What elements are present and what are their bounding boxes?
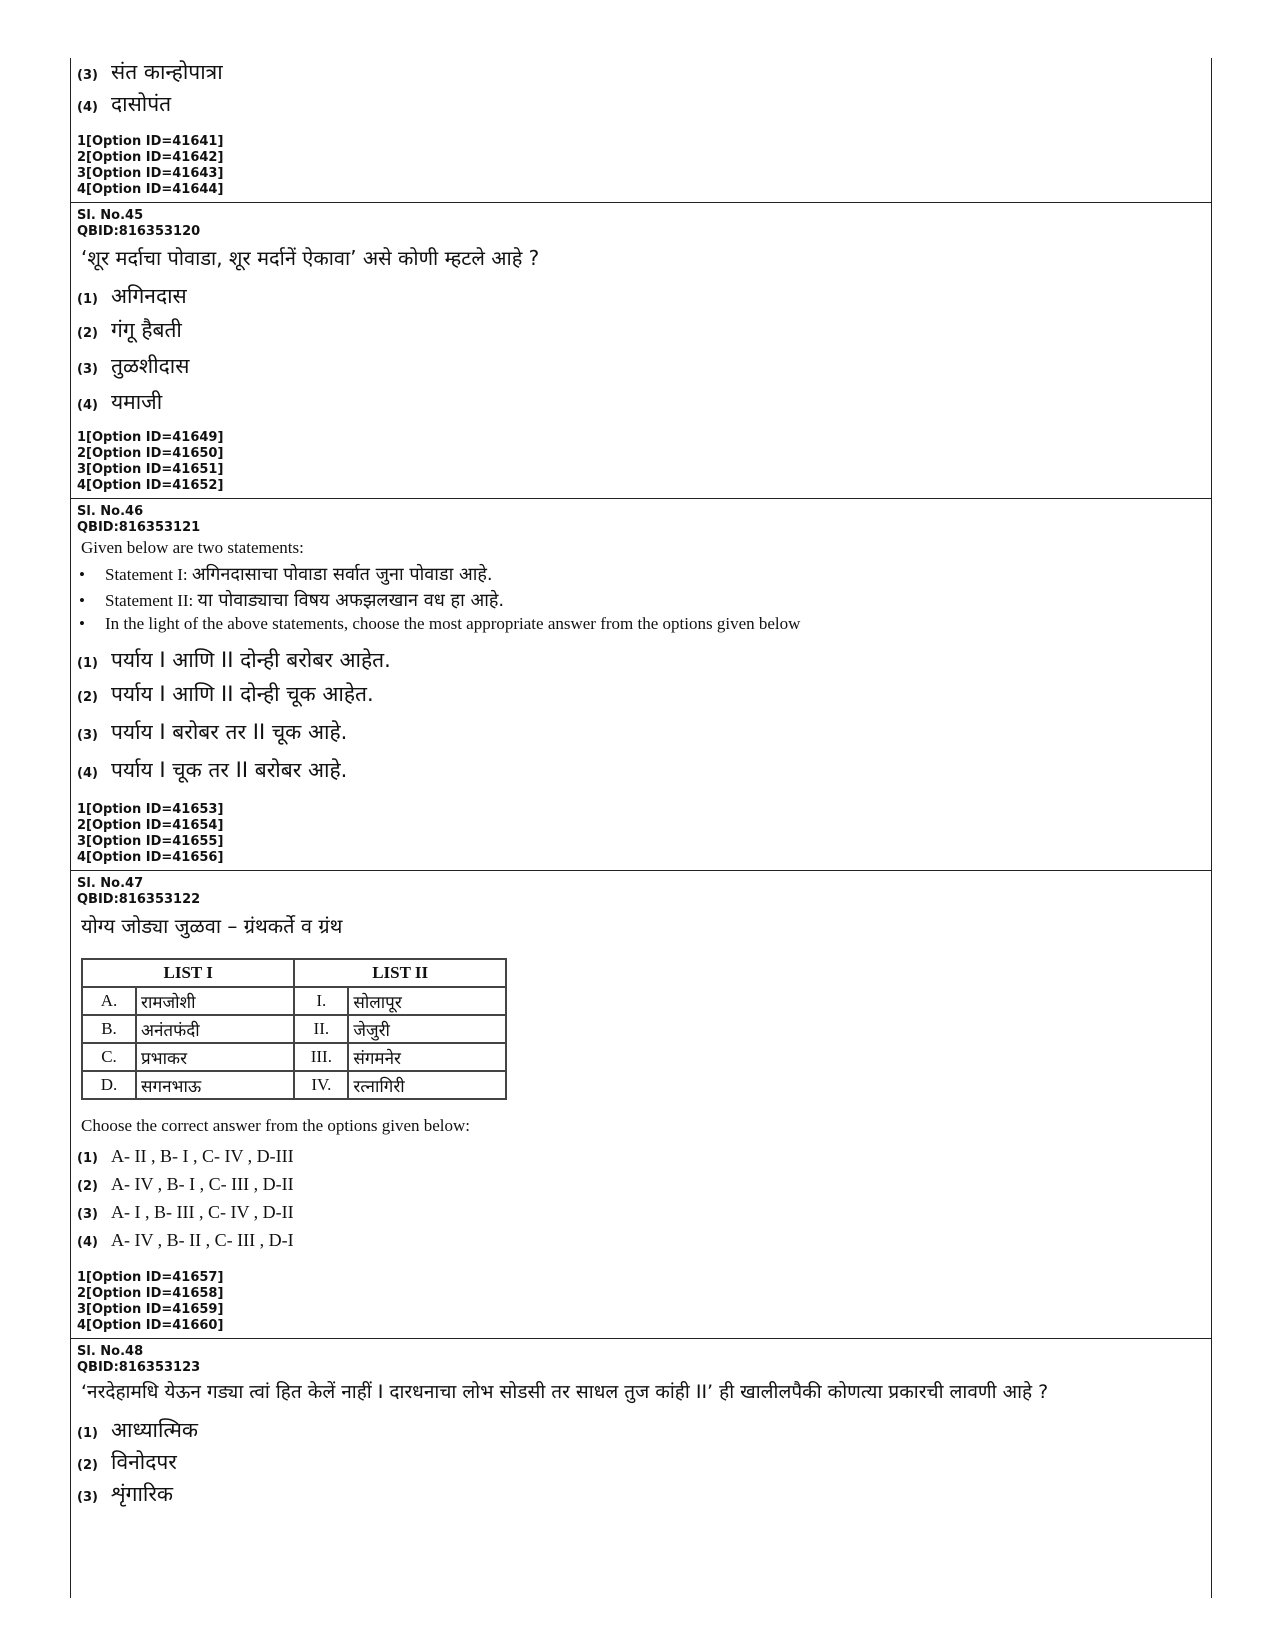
option-row: [77, 1146, 294, 1167]
option-row: [77, 1416, 198, 1444]
option-id-list: [71, 1270, 1211, 1334]
section-divider: [71, 202, 1211, 203]
option-number: (4): [77, 398, 98, 413]
option-text: पर्याय I आणि II दोन्ही चूक आहेत.: [111, 682, 374, 706]
option-number: (2): [77, 1458, 98, 1473]
list-two-key: IV.: [294, 1071, 348, 1099]
option-row: [77, 1480, 173, 1508]
option-row: [77, 718, 347, 746]
list-one-value: प्रभाकर: [136, 1043, 294, 1071]
qbid: QBID:816353121: [77, 520, 201, 535]
option-id: 1[Option ID=41641]: [77, 134, 224, 149]
statement-lead: In the light of the above statements, choose the most appropriate answer from the options given below: [105, 614, 801, 633]
list-one-key: C.: [82, 1043, 136, 1071]
option-id: 4[Option ID=41656]: [77, 850, 224, 865]
option-number: (3): [77, 362, 98, 377]
option-number: (4): [77, 1235, 98, 1250]
option-id: 4[Option ID=41644]: [77, 182, 224, 197]
option-number: (3): [77, 1490, 98, 1505]
list-two-value: संगमनेर: [348, 1043, 506, 1071]
qbid: QBID:816353122: [77, 892, 201, 907]
option-id: 3[Option ID=41643]: [77, 166, 224, 181]
question-header: [71, 504, 1211, 536]
option-id: 2[Option ID=41650]: [77, 446, 224, 461]
question-text: ‘नरदेहामधि येऊन गड्या त्वां हित केलें नाहीं I दारधनाचा लोभ सोडसी तर साधल तुज कांही II’ ही खालीलपैकी कोणत्या प्रकारची लावणी आहे ?: [81, 1381, 1049, 1403]
option-text: पर्याय I बरोबर तर II चूक आहे.: [111, 720, 348, 744]
list-one-header: LIST I: [82, 959, 294, 987]
option-text: संत कान्होपात्रा: [111, 60, 223, 84]
serial-number: Sl. No.47: [77, 876, 144, 891]
section-divider: [71, 1338, 1211, 1339]
option-number: (1): [77, 1151, 98, 1166]
option-text: तुळशीदास: [111, 354, 190, 378]
option-id-list: [71, 134, 1211, 198]
list-two-key: III.: [294, 1043, 348, 1071]
question-header: [71, 1344, 1211, 1376]
list-one-key: B.: [82, 1015, 136, 1043]
option-text: A- IV , B- II , C- III , D-I: [111, 1230, 294, 1250]
table-row: [82, 1043, 506, 1071]
list-one-value: अनंतफंदी: [136, 1015, 294, 1043]
list-two-value: सोलापूर: [348, 987, 506, 1015]
option-id: 1[Option ID=41649]: [77, 430, 224, 445]
option-row: [77, 282, 187, 310]
list-one-key: D.: [82, 1071, 136, 1099]
section-divider: [71, 498, 1211, 499]
match-table: [81, 958, 507, 1100]
option-id: 4[Option ID=41652]: [77, 478, 224, 493]
statement-text: अगिनदासाचा पोवाडा सर्वात जुना पोवाडा आहे.: [191, 564, 493, 585]
list-two-key: I.: [294, 987, 348, 1015]
option-text: A- I , B- III , C- IV , D-II: [111, 1202, 294, 1222]
list-one-value: रामजोशी: [136, 987, 294, 1015]
option-row: [77, 388, 162, 416]
option-row: [77, 1448, 177, 1476]
question-paper-page: [70, 58, 1212, 1598]
option-text: A- IV , B- I , C- III , D-II: [111, 1174, 294, 1194]
option-id: 3[Option ID=41651]: [77, 462, 224, 477]
choose-instruction: Choose the correct answer from the options given below:: [81, 1116, 471, 1135]
qbid: QBID:816353123: [77, 1360, 201, 1375]
option-id: 2[Option ID=41642]: [77, 150, 224, 165]
option-id: 4[Option ID=41660]: [77, 1318, 224, 1333]
list-two-header: LIST II: [294, 959, 506, 987]
option-number: (2): [77, 326, 98, 341]
table-row: [82, 1015, 506, 1043]
question-header: [71, 876, 1211, 908]
option-number: (3): [77, 728, 98, 743]
option-row: [77, 352, 189, 380]
statement-text: या पोवाड्याचा विषय अफझलखान वध हा आहे.: [197, 590, 505, 611]
option-text: दासोपंत: [111, 92, 172, 116]
option-number: (1): [77, 656, 98, 671]
option-row: [77, 680, 374, 708]
option-row: [77, 646, 391, 674]
question-text: ‘शूर मर्दाचा पोवाडा, शूर मर्दानें ऐकावा’ असे कोणी म्हटले आहे ?: [81, 246, 540, 270]
statement-bullet: • Statement I: अगिनदासाचा पोवाडा सर्वात जुना पोवाडा आहे.: [79, 564, 493, 585]
serial-number: Sl. No.46: [77, 504, 144, 519]
option-text: यमाजी: [111, 390, 163, 414]
option-id: 2[Option ID=41654]: [77, 818, 224, 833]
list-two-value: जेजुरी: [348, 1015, 506, 1043]
option-id: 1[Option ID=41653]: [77, 802, 224, 817]
question-header: [71, 208, 1211, 240]
list-one-value: सगनभाऊ: [136, 1071, 294, 1099]
option-row: [77, 58, 223, 86]
serial-number: Sl. No.48: [77, 1344, 144, 1359]
option-row: [77, 756, 347, 784]
option-number: (2): [77, 1179, 98, 1194]
table-row: [82, 987, 506, 1015]
option-id-list: [71, 430, 1211, 494]
option-id: 3[Option ID=41655]: [77, 834, 224, 849]
statement-bullet: • In the light of the above statements, choose the most appropriate answer from the options given below: [79, 614, 801, 633]
list-one-key: A.: [82, 987, 136, 1015]
option-text: गंगू हैबती: [111, 318, 182, 342]
option-row: [77, 1174, 294, 1195]
option-id: 3[Option ID=41659]: [77, 1302, 224, 1317]
option-id-list: [71, 802, 1211, 866]
option-text: आध्यात्मिक: [111, 1418, 199, 1442]
statement-lead: Statement II:: [105, 591, 194, 610]
option-number: (1): [77, 292, 98, 307]
qbid: QBID:816353120: [77, 224, 201, 239]
option-number: (4): [77, 100, 98, 115]
option-number: (2): [77, 690, 98, 705]
option-text: विनोदपर: [111, 1450, 177, 1474]
question-text: योग्य जोड्या जुळवा – ग्रंथकर्ते व ग्रंथ: [81, 914, 343, 938]
table-header-row: [82, 959, 506, 987]
statement-bullet: • Statement II: या पोवाड्याचा विषय अफझलखान वध हा आहे.: [79, 590, 505, 611]
option-number: (4): [77, 766, 98, 781]
option-row: [77, 1230, 294, 1251]
section-divider: [71, 870, 1211, 871]
option-number: (3): [77, 68, 98, 83]
option-row: [77, 316, 182, 344]
option-text: शृंगारिक: [111, 1482, 174, 1506]
option-text: पर्याय I आणि II दोन्ही बरोबर आहेत.: [111, 648, 391, 672]
list-two-value: रत्नागिरी: [348, 1071, 506, 1099]
option-number: (1): [77, 1426, 98, 1441]
option-number: (3): [77, 1207, 98, 1222]
option-id: 2[Option ID=41658]: [77, 1286, 224, 1301]
serial-number: Sl. No.45: [77, 208, 144, 223]
option-text: पर्याय I चूक तर II बरोबर आहे.: [111, 758, 348, 782]
option-id: 1[Option ID=41657]: [77, 1270, 224, 1285]
option-text: अगिनदास: [111, 284, 187, 308]
option-text: A- II , B- I , C- IV , D-III: [111, 1146, 294, 1166]
statement-intro: Given below are two statements:: [81, 538, 304, 557]
table-row: [82, 1071, 506, 1099]
option-row: [77, 90, 171, 118]
option-row: [77, 1202, 294, 1223]
list-two-key: II.: [294, 1015, 348, 1043]
statement-lead: Statement I:: [105, 565, 188, 584]
